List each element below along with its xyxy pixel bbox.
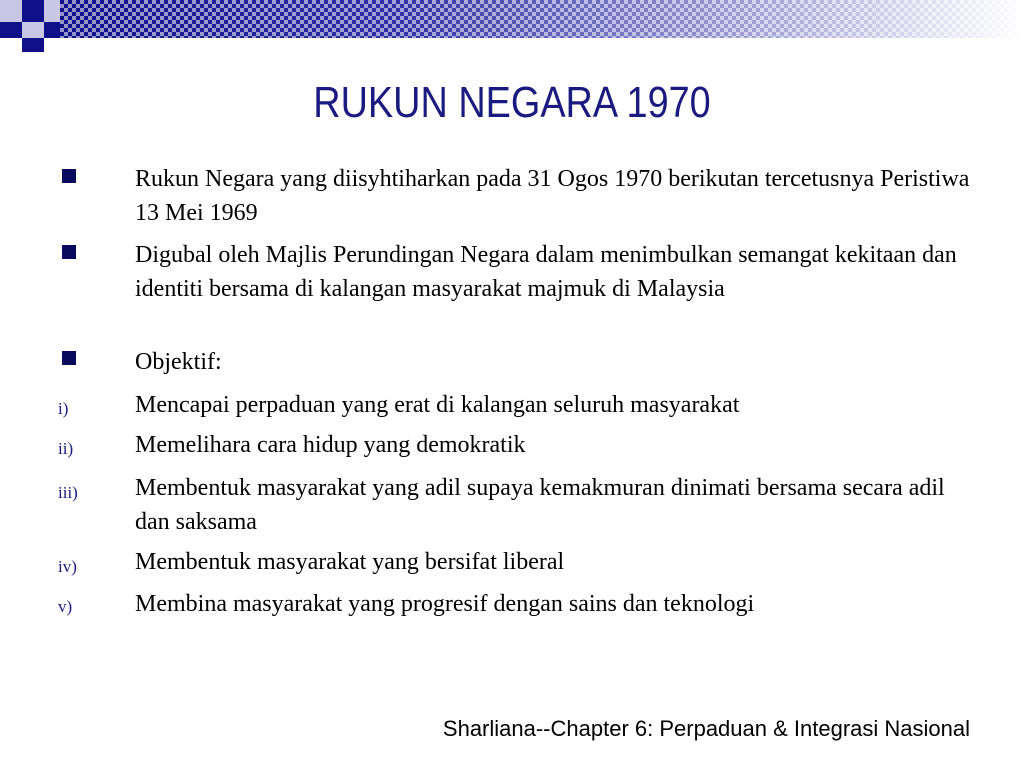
objective-text: Mencapai perpaduan yang erat di kalangan seluruh masyarakat (135, 392, 740, 418)
bullet-text: Rukun Negara yang diisyhtiharkan pada 31 Ogos 1970 berikutan tercetusnya Peristiwa 13 Mei 1969 (135, 166, 970, 226)
objective-text: Membina masyarakat yang progresif dengan sains dan teknologi (135, 591, 755, 617)
bullet-text: Digubal oleh Majlis Perundingan Negara dalam menimbulkan semangat kekitaan dan identiti bersama di kalangan masyarakat majmuk di Malaysia (135, 242, 957, 302)
square-bullet-icon (62, 169, 76, 183)
objective-number: i) (58, 399, 69, 418)
objective-text: Membentuk masyarakat yang adil supaya kemakmuran dinimati bersama secara adil dan saksama (135, 475, 945, 535)
objective-number: ii) (58, 439, 74, 458)
square-bullet-icon (62, 351, 76, 365)
objective-number: iv) (58, 557, 77, 576)
square-bullet-icon (62, 245, 76, 259)
slide-title: RUKUN NEGARA 1970 (313, 78, 711, 127)
bullet-text: Objektif: (135, 349, 222, 375)
objective-number: v) (58, 597, 73, 616)
objective-text: Membentuk masyarakat yang bersifat liberal (135, 549, 565, 575)
objective-text: Memelihara cara hidup yang demokratik (135, 432, 526, 458)
objective-number: iii) (58, 483, 78, 502)
header-decoration (0, 0, 1024, 60)
slide-footer: Sharliana--Chapter 6: Perpaduan & Integrasi Nasional (442, 716, 970, 741)
